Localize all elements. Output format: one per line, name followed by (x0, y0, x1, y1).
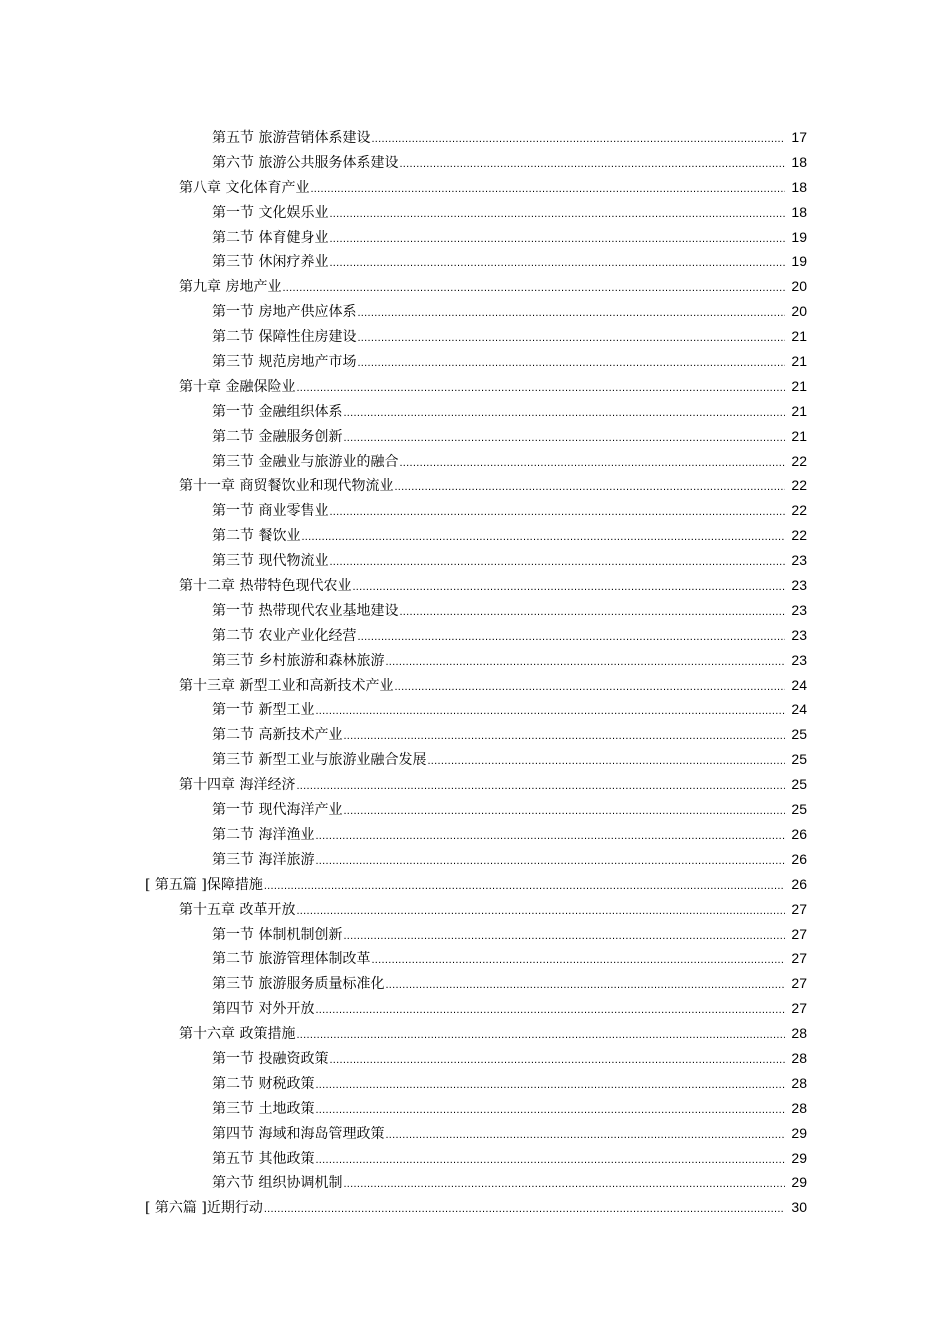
toc-entry[interactable] (179, 374, 950, 399)
toc-dot-leader (329, 202, 785, 227)
toc-entry[interactable] (212, 1046, 950, 1071)
toc-entry[interactable] (212, 598, 950, 623)
toc-entry-label: 第一节 房地产供应体系 (212, 304, 357, 321)
toc-dot-leader (427, 749, 785, 774)
toc-entry-label: 第三节 旅游服务质量标准化 (212, 976, 385, 993)
table-of-contents (0, 125, 950, 1220)
toc-entry[interactable] (212, 523, 950, 548)
toc-entry-label: 第十一章 商贸餐饮业和现代物流业 (179, 478, 394, 495)
toc-entry[interactable] (179, 772, 950, 797)
toc-entry-label: 第九章 房地产业 (179, 279, 282, 296)
toc-entry[interactable] (179, 573, 950, 598)
toc-entry[interactable] (212, 1170, 950, 1195)
toc-entry-label: 第十三章 新型工业和高新技术产业 (179, 677, 394, 694)
toc-entry[interactable] (212, 1121, 950, 1146)
toc-entry-page-number: 25 (791, 776, 807, 793)
toc-dot-leader (394, 475, 785, 500)
toc-entry-label: 第一节 体制机制创新 (212, 926, 343, 943)
toc-entry-page-number: 24 (791, 701, 807, 718)
toc-dot-leader (315, 849, 785, 874)
toc-dot-leader (399, 600, 785, 625)
toc-entry-page-number: 20 (791, 278, 807, 295)
toc-entry-label: 第一节 新型工业 (212, 702, 315, 719)
toc-entry-label: 第一节 现代海洋产业 (212, 802, 343, 819)
toc-entry[interactable] (212, 946, 950, 971)
toc-dot-leader (296, 899, 785, 924)
toc-dot-leader (385, 1123, 785, 1148)
toc-entry-label: 第二节 金融服务创新 (212, 428, 343, 445)
toc-entry[interactable] (212, 822, 950, 847)
toc-entry-label: 第一节 金融组织体系 (212, 403, 343, 420)
toc-entry[interactable] (212, 747, 950, 772)
toc-entry-page-number: 22 (791, 502, 807, 519)
toc-entry[interactable] (212, 1071, 950, 1096)
toc-dot-leader (329, 550, 785, 575)
toc-entry-page-number: 21 (791, 353, 807, 370)
toc-dot-leader (357, 326, 785, 351)
toc-entry[interactable] (212, 299, 950, 324)
toc-entry[interactable] (212, 324, 950, 349)
toc-entry[interactable] (145, 872, 950, 897)
toc-entry-label: 第十二章 热带特色现代农业 (179, 578, 352, 595)
toc-entry[interactable] (212, 1096, 950, 1121)
toc-entry[interactable] (212, 150, 950, 175)
toc-entry-label: 第十章 金融保险业 (179, 378, 296, 395)
toc-entry-label: 第十五章 改革开放 (179, 901, 296, 918)
toc-entry-page-number: 27 (791, 975, 807, 992)
toc-entry-page-number: 23 (791, 626, 807, 643)
toc-dot-leader (296, 1023, 785, 1048)
toc-dot-leader (352, 575, 785, 600)
toc-dot-leader (315, 699, 785, 724)
toc-entry-label: 第六节 旅游公共服务体系建设 (212, 154, 399, 171)
toc-entry-label: 第八章 文化体育产业 (179, 179, 310, 196)
toc-entry[interactable] (212, 424, 950, 449)
toc-entry-label: 第二节 财税政策 (212, 1075, 315, 1092)
toc-entry-label: 第四节 海域和海岛管理政策 (212, 1125, 385, 1142)
toc-entry-page-number: 21 (791, 402, 807, 419)
toc-entry-label: 第三节 新型工业与旅游业融合发展 (212, 752, 427, 769)
toc-entry-page-number: 21 (791, 377, 807, 394)
toc-dot-leader (296, 774, 785, 799)
toc-entry-page-number: 27 (791, 950, 807, 967)
toc-entry-label: 第三节 规范房地产市场 (212, 354, 357, 371)
toc-dot-leader (399, 451, 785, 476)
toc-entry-page-number: 28 (791, 1025, 807, 1042)
toc-entry[interactable] (179, 175, 950, 200)
toc-dot-leader (329, 500, 785, 525)
toc-dot-leader (357, 351, 785, 376)
toc-dot-leader (371, 127, 785, 152)
toc-entry-label: 第五节 旅游营销体系建设 (212, 130, 371, 146)
toc-entry[interactable] (212, 249, 950, 274)
toc-entry-label: 第三节 乡村旅游和森林旅游 (212, 652, 385, 669)
toc-entry-page-number: 29 (791, 1149, 807, 1166)
toc-entry-page-number: 22 (791, 452, 807, 469)
toc-dot-leader (315, 998, 785, 1023)
toc-entry[interactable] (212, 399, 950, 424)
toc-dot-leader (343, 401, 785, 426)
toc-entry[interactable] (212, 498, 950, 523)
toc-entry-page-number: 28 (791, 1099, 807, 1116)
toc-entry-page-number: 21 (791, 427, 807, 444)
toc-entry[interactable] (212, 548, 950, 573)
toc-entry-label: 第一节 商业零售业 (212, 503, 329, 520)
toc-entry-page-number: 23 (791, 651, 807, 668)
toc-entry-page-number: 23 (791, 601, 807, 618)
toc-entry[interactable] (212, 200, 950, 225)
toc-entry-page-number: 25 (791, 726, 807, 743)
toc-entry[interactable] (212, 1146, 950, 1171)
toc-entry-label: 第四节 对外开放 (212, 1001, 315, 1018)
toc-entry-page-number: 22 (791, 527, 807, 544)
toc-entry-page-number: 26 (791, 825, 807, 842)
toc-entry[interactable] (179, 673, 950, 698)
toc-dot-leader (329, 251, 785, 276)
toc-entry-page-number: 27 (791, 1000, 807, 1017)
toc-dot-leader (371, 948, 785, 973)
toc-entry-label: 第二节 农业产业化经营 (212, 627, 357, 644)
toc-entry-page-number: 28 (791, 1074, 807, 1091)
toc-entry-label: 第六节 组织协调机制 (212, 1175, 343, 1192)
toc-entry[interactable] (212, 697, 950, 722)
toc-entry-page-number: 20 (791, 303, 807, 320)
toc-entry-page-number: 29 (791, 1124, 807, 1141)
toc-entry-label: 第二节 保障性住房建设 (212, 329, 357, 346)
toc-entry[interactable] (145, 1195, 950, 1220)
toc-entry[interactable] (212, 623, 950, 648)
toc-entry-page-number: 27 (791, 900, 807, 917)
toc-entry-page-number: 25 (791, 751, 807, 768)
toc-entry-page-number: 30 (791, 1199, 807, 1216)
toc-entry[interactable] (212, 449, 950, 474)
toc-dot-leader (264, 1197, 785, 1222)
toc-dot-leader (329, 227, 785, 252)
toc-dot-leader (315, 824, 785, 849)
toc-entry-label: 第二节 旅游管理体制改革 (212, 951, 371, 968)
toc-dot-leader (282, 276, 785, 301)
toc-entry[interactable] (212, 996, 950, 1021)
toc-dot-leader (301, 525, 785, 550)
toc-dot-leader (343, 426, 785, 451)
toc-entry[interactable] (212, 225, 950, 250)
toc-entry-page-number: 28 (791, 1049, 807, 1066)
toc-entry-label: 第三节 休闲疗养业 (212, 254, 329, 271)
toc-dot-leader (310, 177, 785, 202)
toc-dot-leader (264, 874, 785, 899)
toc-entry-label: 第三节 金融业与旅游业的融合 (212, 453, 399, 470)
toc-dot-leader (385, 973, 785, 998)
toc-entry-label: 第二节 海洋渔业 (212, 826, 315, 843)
toc-entry-page-number: 21 (791, 328, 807, 345)
toc-entry-page-number: 26 (791, 850, 807, 867)
toc-entry-page-number: 22 (791, 477, 807, 494)
toc-entry[interactable] (212, 922, 950, 947)
toc-dot-leader (329, 1048, 785, 1073)
toc-entry[interactable] (212, 847, 950, 872)
toc-dot-leader (315, 1098, 785, 1123)
toc-entry-label: 第一节 投融资政策 (212, 1050, 329, 1067)
toc-dot-leader (315, 1073, 785, 1098)
toc-entry[interactable] (179, 897, 950, 922)
toc-entry[interactable] (179, 1021, 950, 1046)
toc-entry[interactable] (212, 722, 950, 747)
toc-entry-page-number: 18 (791, 153, 807, 170)
toc-entry[interactable] (212, 797, 950, 822)
toc-dot-leader (399, 152, 785, 177)
toc-entry-label: 第十四章 海洋经济 (179, 777, 296, 794)
toc-entry-page-number: 19 (791, 253, 807, 270)
toc-entry-label: 第一节 文化娱乐业 (212, 204, 329, 221)
toc-dot-leader (343, 1172, 785, 1197)
toc-entry-page-number: 17 (791, 129, 807, 145)
toc-entry[interactable] (212, 349, 950, 374)
toc-dot-leader (343, 799, 785, 824)
toc-entry[interactable] (212, 648, 950, 673)
toc-dot-leader (315, 1148, 785, 1173)
toc-entry-page-number: 25 (791, 801, 807, 818)
toc-entry-label: 第十六章 政策措施 (179, 1026, 296, 1043)
toc-entry-label: 第二节 体育健身业 (212, 229, 329, 246)
toc-entry-page-number: 23 (791, 552, 807, 569)
toc-entry[interactable] (179, 473, 950, 498)
toc-entry-page-number: 23 (791, 577, 807, 594)
toc-entry-page-number: 18 (791, 178, 807, 195)
toc-entry[interactable] (212, 125, 950, 150)
toc-entry[interactable] (179, 274, 950, 299)
toc-entry[interactable] (212, 971, 950, 996)
toc-entry-label: [ 第五篇 ]保障措施 (145, 876, 263, 893)
toc-dot-leader (343, 724, 785, 749)
toc-entry-page-number: 24 (791, 676, 807, 693)
toc-dot-leader (357, 301, 785, 326)
toc-dot-leader (385, 650, 785, 675)
toc-entry-page-number: 18 (791, 203, 807, 220)
toc-dot-leader (343, 924, 785, 949)
toc-dot-leader (357, 625, 785, 650)
toc-entry-label: 第二节 高新技术产业 (212, 727, 343, 744)
toc-entry-label: 第三节 现代物流业 (212, 553, 329, 570)
toc-entry-label: 第三节 海洋旅游 (212, 851, 315, 868)
toc-entry-label: 第三节 土地政策 (212, 1100, 315, 1117)
toc-dot-leader (296, 376, 785, 401)
toc-entry-label: 第五节 其他政策 (212, 1150, 315, 1167)
toc-entry-page-number: 26 (791, 875, 807, 892)
toc-entry-page-number: 27 (791, 925, 807, 942)
toc-dot-leader (394, 675, 785, 700)
toc-entry-label: 第二节 餐饮业 (212, 528, 301, 545)
toc-entry-page-number: 19 (791, 228, 807, 245)
toc-entry-label: 第一节 热带现代农业基地建设 (212, 602, 399, 619)
toc-entry-label: [ 第六篇 ]近期行动 (145, 1200, 263, 1217)
toc-entry-page-number: 29 (791, 1174, 807, 1191)
